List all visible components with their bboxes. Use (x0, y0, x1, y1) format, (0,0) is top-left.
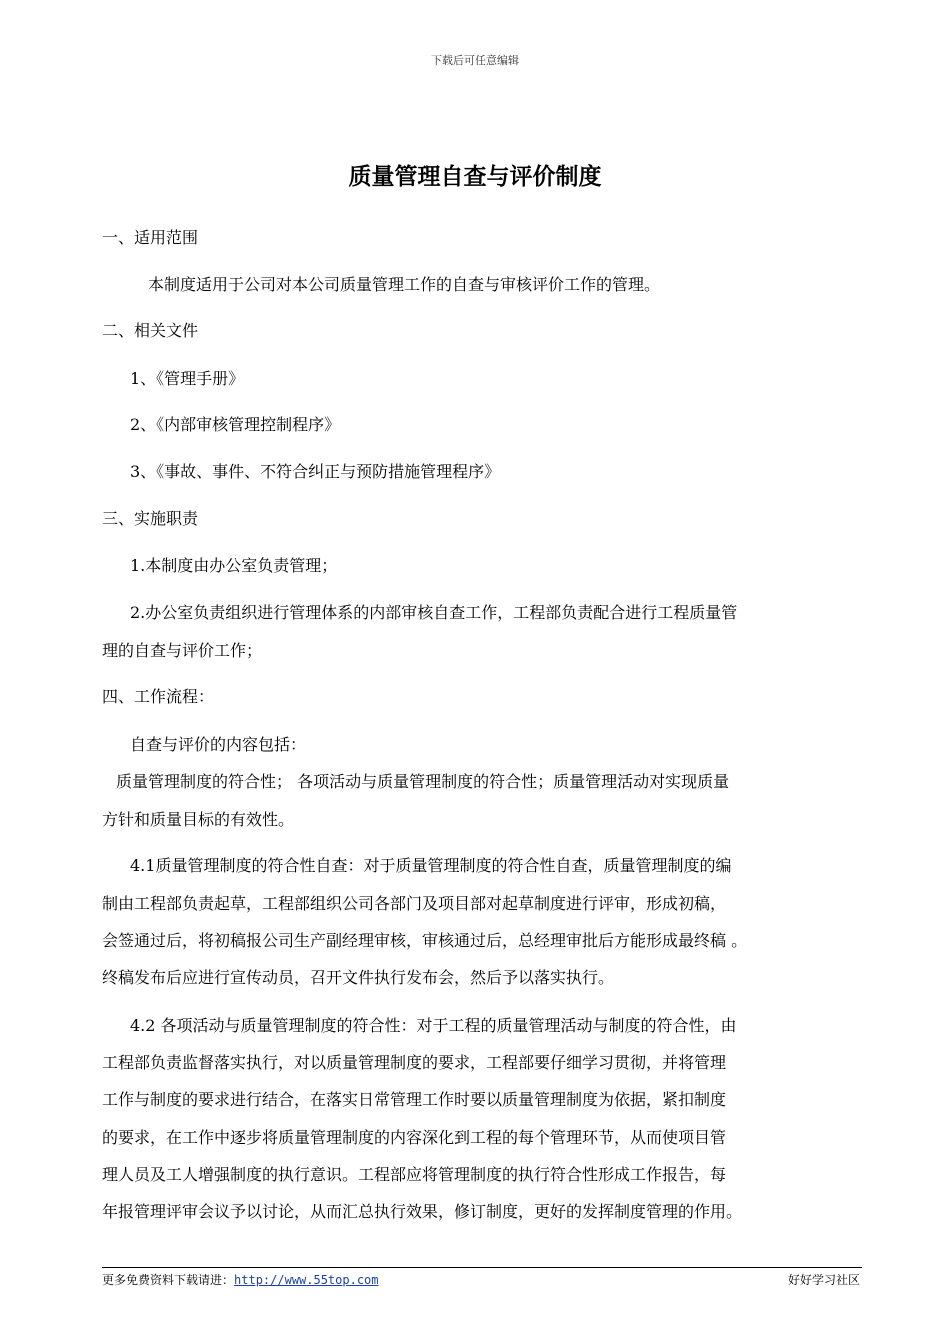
footer-community-name: 好好学习社区 (787, 1273, 860, 1287)
workflow-scope-continued: 方针和质量目标的有效性。 (102, 810, 295, 829)
clause-4-2-line: 工程部负责监督落实执行，对以质量管理制度的要求，工程部要仔细学习贯彻，并将管理 (102, 1053, 727, 1072)
clause-4-1-line: 制由工程部负责起草，工程部组织公司各部门及项目部对起草制度进行评审，形成初稿， (102, 894, 727, 913)
clause-4-2-line: 年报管理评审会议予以讨论，从而汇总执行效果，修订制度，更好的发挥制度管理的作用。 (102, 1202, 743, 1221)
clause-4-2-line: 理人员及工人增强制度的执行意识。工程部应将管理制度的执行符合性形成工作报告，每 (102, 1165, 727, 1184)
header-note: 下载后可任意编辑 (431, 54, 519, 67)
clause-4-2-line: 4.2 各项活动与质量管理制度的符合性：对于工程的质量管理活动与制度的符合性，由 (130, 1016, 737, 1035)
related-doc-item: 3、《事故、事件、不符合纠正与预防措施管理程序》 (130, 462, 501, 481)
footer-divider (102, 1267, 862, 1268)
document-title: 质量管理自查与评价制度 (348, 163, 602, 190)
related-doc-item: 1、《管理手册》 (130, 369, 245, 388)
duty-item-continued: 理的自查与评价工作； (102, 641, 263, 660)
related-doc-item: 2、《内部审核管理控制程序》 (130, 415, 341, 434)
clause-4-2-line: 工作与制度的要求进行结合，在落实日常管理工作时要以质量管理制度为依据，紧扣制度 (102, 1090, 727, 1109)
section-heading-workflow: 四、工作流程： (102, 687, 215, 706)
clause-4-1-line: 会签通过后，将初稿报公司生产副经理审核，审核通过后，总经理审批后方能形成最终稿 。 (102, 931, 748, 950)
section-heading-scope: 一、适用范围 (102, 228, 199, 247)
duty-item: 1.本制度由办公室负责管理； (130, 556, 338, 575)
footer-left (102, 1271, 379, 1288)
workflow-scope: 质量管理制度的符合性； 各项活动与质量管理制度的符合性；质量管理活动对实现质量 (116, 772, 730, 791)
section-heading-related-docs: 二、相关文件 (102, 321, 199, 340)
footer-link[interactable]: http://www.55top.com (234, 1273, 379, 1287)
footer-download-label: 更多免费资料下载请进： (102, 1273, 235, 1287)
clause-4-1-line: 4.1质量管理制度的符合性自查：对于质量管理制度的符合性自查，质量管理制度的编 (130, 856, 732, 875)
workflow-intro: 自查与评价的内容包括： (130, 735, 307, 754)
clause-4-2-line: 的要求，在工作中逐步将质量管理制度的内容深化到工程的每个管理环节，从而使项目管 (102, 1128, 727, 1147)
clause-4-1-line: 终稿发布后应进行宣传动员，召开文件执行发布会，然后予以落实执行。 (102, 968, 615, 987)
duty-item: 2.办公室负责组织进行管理体系的内部审核自查工作，工程部负责配合进行工程质量管 (130, 603, 738, 622)
scope-text: 本制度适用于公司对本公司质量管理工作的自查与审核评价工作的管理。 (148, 275, 661, 294)
section-heading-duties: 三、实施职责 (102, 509, 199, 528)
